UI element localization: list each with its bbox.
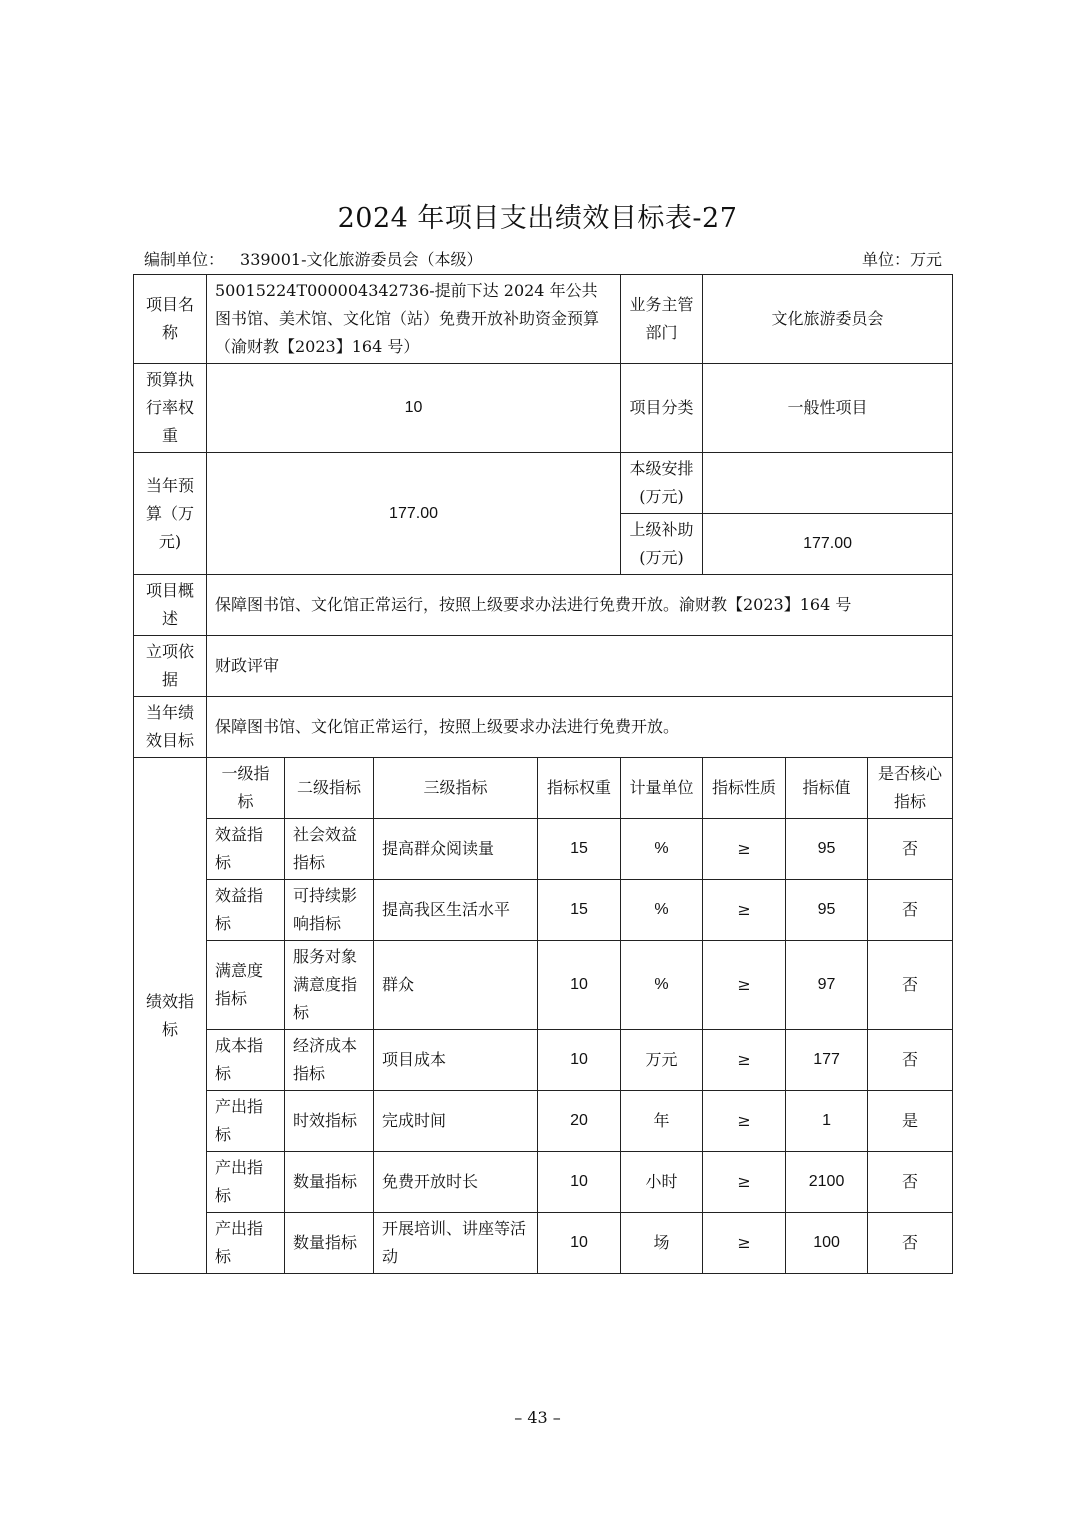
compiler-value: 339001-文化旅游委员会（本级） — [240, 250, 483, 269]
indicator-level2: 服务对象满意度指标 — [285, 941, 374, 1030]
indicator-level1: 产出指标 — [207, 1091, 285, 1152]
indicator-unit: % — [621, 880, 703, 941]
indicator-section-label: 绩效指标 — [134, 758, 207, 1274]
indicator-nature: ≥ — [703, 819, 786, 880]
table-row — [134, 1030, 953, 1091]
indicator-weight: 15 — [538, 880, 621, 941]
header-nature: 指标性质 — [703, 758, 786, 819]
table-row — [134, 1152, 953, 1213]
indicator-level2: 可持续影响指标 — [285, 880, 374, 941]
indicator-unit: 年 — [621, 1091, 703, 1152]
category-label: 项目分类 — [621, 364, 703, 453]
indicator-weight: 10 — [538, 1152, 621, 1213]
indicator-unit: 小时 — [621, 1152, 703, 1213]
basis-row — [134, 636, 953, 697]
header-unit: 计量单位 — [621, 758, 703, 819]
basis-value: 财政评审 — [207, 636, 953, 697]
indicator-nature: ≥ — [703, 1213, 786, 1274]
indicator-weight: 15 — [538, 819, 621, 880]
indicator-value: 100 — [786, 1213, 868, 1274]
indicator-nature: ≥ — [703, 1091, 786, 1152]
indicator-unit: % — [621, 819, 703, 880]
indicator-weight: 20 — [538, 1091, 621, 1152]
unit-label: 单位：万元 — [861, 250, 942, 269]
header-core: 是否核心指标 — [868, 758, 953, 819]
indicator-header-row — [134, 758, 953, 819]
indicator-weight: 10 — [538, 941, 621, 1030]
indicator-core: 否 — [868, 1152, 953, 1213]
indicator-core: 否 — [868, 880, 953, 941]
indicator-level3: 开展培训、讲座等活动 — [374, 1213, 538, 1274]
upper-value: 177.00 — [703, 514, 953, 575]
department-value: 文化旅游委员会 — [703, 275, 953, 364]
table-row — [134, 1213, 953, 1274]
exec-weight-value: 10 — [207, 364, 621, 453]
indicator-value: 177 — [786, 1030, 868, 1091]
indicator-core: 否 — [868, 1213, 953, 1274]
overview-label: 项目概述 — [134, 575, 207, 636]
indicator-value: 2100 — [786, 1152, 868, 1213]
indicator-unit: 场 — [621, 1213, 703, 1274]
department-label: 业务主管部门 — [621, 275, 703, 364]
goal-row — [134, 697, 953, 758]
header-level2: 二级指标 — [285, 758, 374, 819]
table-row — [134, 880, 953, 941]
indicator-level2: 数量指标 — [285, 1152, 374, 1213]
page-title: 2024 年项目支出绩效目标表-27 — [337, 203, 738, 234]
indicator-core: 否 — [868, 1030, 953, 1091]
indicator-nature: ≥ — [703, 941, 786, 1030]
indicator-level3: 提高群众阅读量 — [374, 819, 538, 880]
table-row — [134, 941, 953, 1030]
indicator-core: 是 — [868, 1091, 953, 1152]
indicator-level2: 数量指标 — [285, 1213, 374, 1274]
indicator-value: 97 — [786, 941, 868, 1030]
local-value — [703, 453, 953, 514]
indicator-level3: 免费开放时长 — [374, 1152, 538, 1213]
indicator-level3: 项目成本 — [374, 1030, 538, 1091]
indicator-level2: 经济成本指标 — [285, 1030, 374, 1091]
overview-row — [134, 575, 953, 636]
goal-label: 当年绩效目标 — [134, 697, 207, 758]
budget-value: 177.00 — [207, 453, 621, 575]
indicator-nature: ≥ — [703, 880, 786, 941]
performance-table — [133, 274, 953, 1274]
project-name-row — [134, 275, 953, 364]
indicator-level1: 产出指标 — [207, 1213, 285, 1274]
basis-label: 立项依据 — [134, 636, 207, 697]
indicator-level1: 满意度指标 — [207, 941, 285, 1030]
table-row — [134, 1091, 953, 1152]
indicator-level2: 时效指标 — [285, 1091, 374, 1152]
overview-value: 保障图书馆、文化馆正常运行，按照上级要求办法进行免费开放。渝财教【2023】164 号 — [207, 575, 953, 636]
category-value: 一般性项目 — [703, 364, 953, 453]
indicator-nature: ≥ — [703, 1152, 786, 1213]
indicator-value: 1 — [786, 1091, 868, 1152]
exec-weight-row — [134, 364, 953, 453]
indicator-level1: 效益指标 — [207, 819, 285, 880]
indicator-unit: % — [621, 941, 703, 1030]
page-number: – 43 – — [514, 1408, 561, 1427]
indicator-level2: 社会效益指标 — [285, 819, 374, 880]
indicator-nature: ≥ — [703, 1030, 786, 1091]
indicator-level1: 成本指标 — [207, 1030, 285, 1091]
header-level3: 三级指标 — [374, 758, 538, 819]
header-level1: 一级指标 — [207, 758, 285, 819]
local-label: 本级安排(万元) — [621, 453, 703, 514]
budget-label: 当年预算（万元) — [134, 453, 207, 575]
header-value: 指标值 — [786, 758, 868, 819]
goal-value: 保障图书馆、文化馆正常运行，按照上级要求办法进行免费开放。 — [207, 697, 953, 758]
indicator-level3: 完成时间 — [374, 1091, 538, 1152]
upper-label: 上级补助(万元) — [621, 514, 703, 575]
project-name-label: 项目名称 — [134, 275, 207, 364]
indicator-unit: 万元 — [621, 1030, 703, 1091]
indicator-core: 否 — [868, 941, 953, 1030]
indicator-core: 否 — [868, 819, 953, 880]
compiler-line — [144, 249, 483, 271]
project-name-value: 50015224T000004342736-提前下达 2024 年公共图书馆、美术馆、文化馆（站）免费开放补助资金预算（渝财教【2023】164 号） — [207, 275, 621, 364]
indicator-level1: 效益指标 — [207, 880, 285, 941]
indicator-level3: 提高我区生活水平 — [374, 880, 538, 941]
exec-weight-label: 预算执行率权重 — [134, 364, 207, 453]
compiler-label: 编制单位： — [144, 250, 225, 269]
indicator-level1: 产出指标 — [207, 1152, 285, 1213]
indicator-level3: 群众 — [374, 941, 538, 1030]
indicator-weight: 10 — [538, 1030, 621, 1091]
budget-row — [134, 453, 953, 514]
indicator-value: 95 — [786, 819, 868, 880]
indicator-value: 95 — [786, 880, 868, 941]
header-weight: 指标权重 — [538, 758, 621, 819]
indicator-weight: 10 — [538, 1213, 621, 1274]
table-row — [134, 819, 953, 880]
